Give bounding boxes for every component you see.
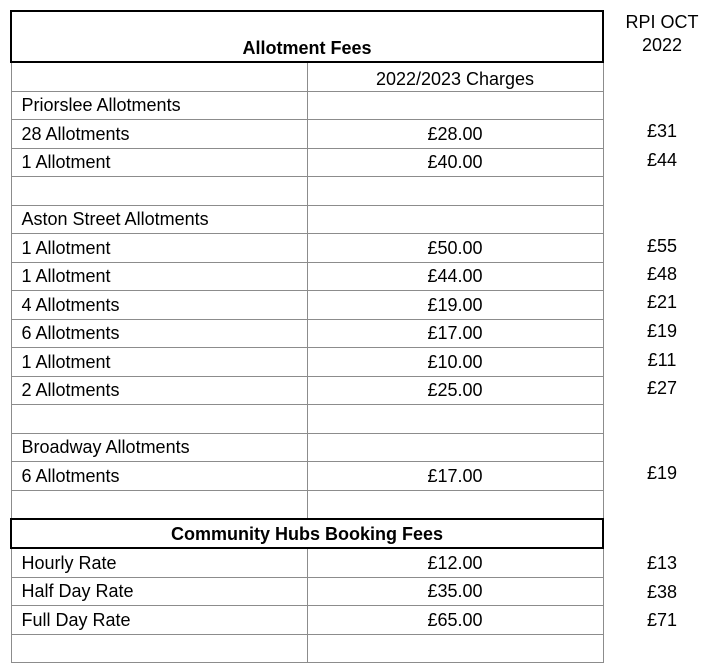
header-row [11,11,603,62]
row-label: 1 Allotment [11,234,307,263]
table-row [11,606,603,635]
rpi-value: £44 [646,150,678,170]
row-charge: £44.00 [307,262,603,291]
table-row [11,234,603,263]
section-name: Aston Street Allotments [11,205,307,234]
table-row [11,348,603,377]
rpi-value: £27 [646,378,678,398]
table-row [11,319,603,348]
rpi-header-line2: 2022 [641,35,683,55]
row-charge: £35.00 [307,577,603,606]
rpi-value: £55 [646,236,678,256]
row-charge: £28.00 [307,120,603,149]
section-row [11,433,603,462]
table-row [11,577,603,606]
table-row [11,376,603,405]
table-row [11,262,603,291]
row-label: 1 Allotment [11,148,307,177]
rpi-value: £19 [646,321,678,341]
rpi-column-header [602,11,722,57]
row-label: 4 Allotments [11,291,307,320]
rpi-value: £21 [646,292,678,312]
row-charge: £25.00 [307,376,603,405]
row-label: Half Day Rate [11,577,307,606]
spacer-row [11,405,603,434]
row-label: 6 Allotments [11,319,307,348]
fees-table [10,10,604,663]
rpi-header-line1: RPI OCT [625,12,699,32]
hubs-title: Community Hubs Booking Fees [11,519,603,548]
spacer-row [11,490,603,519]
table-row [11,548,603,577]
rpi-value: £19 [646,463,678,483]
row-label: Hourly Rate [11,548,307,577]
rpi-value: £38 [646,582,678,602]
rpi-value: £11 [647,350,677,370]
row-charge: £50.00 [307,234,603,263]
row-charge: £17.00 [307,319,603,348]
hubs-header-row [11,519,603,548]
section-row [11,205,603,234]
spacer-row [11,634,603,663]
row-charge: £12.00 [307,548,603,577]
blank-cell [11,62,307,91]
table-row [11,291,603,320]
row-label: 1 Allotment [11,262,307,291]
row-label: 2 Allotments [11,376,307,405]
spacer-row [11,177,603,206]
table-row [11,462,603,491]
row-label: 6 Allotments [11,462,307,491]
rpi-value: £31 [646,121,678,141]
table-title: Allotment Fees [11,11,603,62]
table-row [11,120,603,149]
section-row [11,91,603,120]
row-label: Full Day Rate [11,606,307,635]
section-name: Broadway Allotments [11,433,307,462]
section-name: Priorslee Allotments [11,91,307,120]
row-charge: £65.00 [307,606,603,635]
rpi-value: £13 [646,553,678,573]
row-charge: £17.00 [307,462,603,491]
row-label: 28 Allotments [11,120,307,149]
rpi-value: £71 [646,610,678,630]
rpi-value: £48 [646,264,678,284]
row-charge: £40.00 [307,148,603,177]
charges-header-row [11,62,603,91]
charges-column-header: 2022/2023 Charges [307,62,603,91]
row-charge: £19.00 [307,291,603,320]
row-charge: £10.00 [307,348,603,377]
table-row [11,148,603,177]
row-label: 1 Allotment [11,348,307,377]
